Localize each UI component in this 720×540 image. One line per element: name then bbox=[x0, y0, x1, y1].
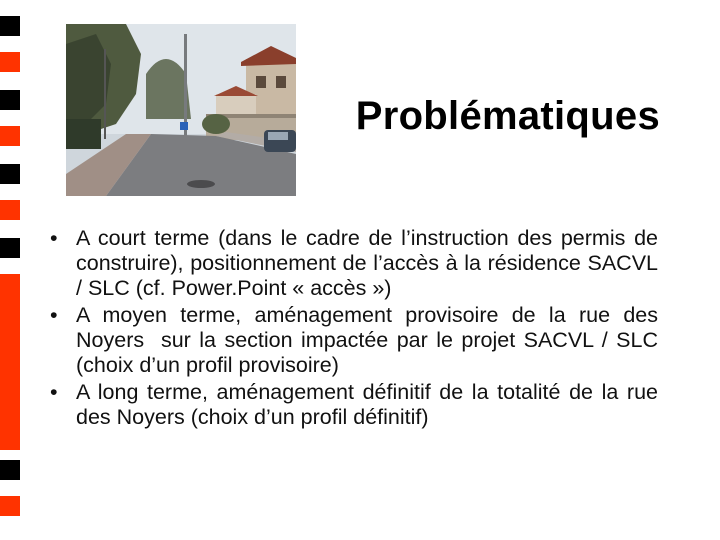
decor-square-orange bbox=[0, 52, 20, 72]
bullet-text: A court terme (dans le cadre de l’instruction des permis de construire), positionnement de l’accès à la résidence SACVL / SLC (cf. Power.Point « accès ») bbox=[76, 226, 658, 300]
decor-bar-orange bbox=[0, 274, 20, 450]
bullet-marker: • bbox=[50, 380, 58, 404]
bullet-item bbox=[50, 380, 658, 430]
decor-square-black bbox=[0, 164, 20, 184]
decor-square-orange bbox=[0, 496, 20, 516]
bullet-item bbox=[50, 303, 664, 378]
slide-title: Problématiques bbox=[355, 94, 660, 138]
bullet-item bbox=[50, 226, 658, 301]
decor-square-black bbox=[0, 90, 20, 110]
decor-square-black bbox=[0, 238, 20, 258]
decor-square-black bbox=[0, 460, 20, 480]
decor-square-orange bbox=[0, 200, 20, 220]
bullet-list bbox=[50, 226, 664, 430]
bullet-text: A long terme, aménagement définitif de la totalité de la rue des Noyers (choix d’un profil définitif) bbox=[76, 380, 658, 429]
street-photo bbox=[66, 24, 296, 196]
decor-square-black bbox=[0, 16, 20, 36]
bullet-marker: • bbox=[50, 226, 58, 250]
bullet-marker: • bbox=[50, 303, 58, 327]
decor-square-orange bbox=[0, 126, 20, 146]
bullet-text: A moyen terme, aménagement provisoire de la rue des Noyers sur la section impactée par le projet SACVL / SLC (choix d’un profil provisoire) bbox=[76, 303, 664, 377]
